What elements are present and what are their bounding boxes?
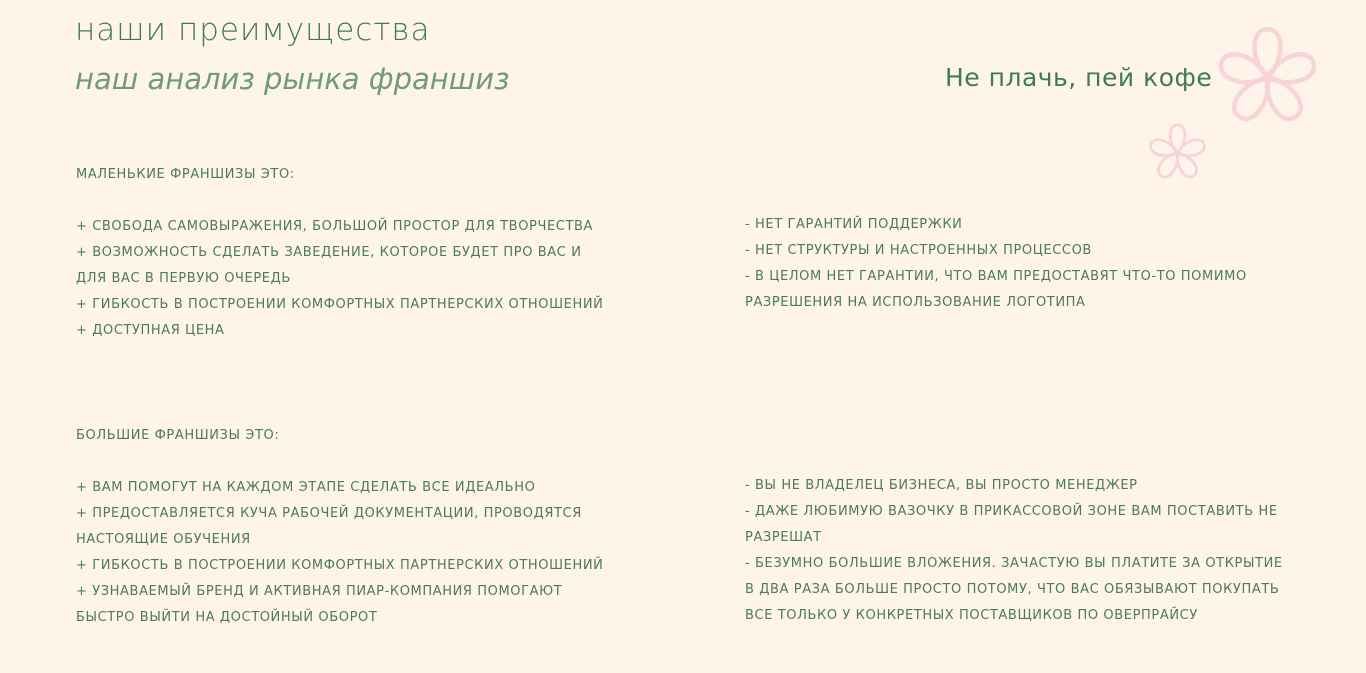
small-franchises-pros: + СВОБОДА САМОВЫРАЖЕНИЯ, БОЛЬШОЙ ПРОСТОР ДЛЯ ТВОРЧЕСТВА + ВОЗМОЖНОСТЬ СДЕЛАТЬ ЗАВЕДЕНИЕ, КОТОРОЕ БУДЕТ ПРО ВАС И ДЛЯ ВАС В ПЕРВУЮ ОЧЕРЕДЬ + ГИБКОСТЬ В ПОСТРОЕНИИ КОМФОРТНЫХ ПАРТНЕРСКИХ ОТНОШЕНИЙ + ДОСТУПНАЯ ЦЕНА [76,219,604,338]
big-franchises-heading: БОЛЬШИЕ ФРАНШИЗЫ ЭТО: [76,428,280,443]
big-franchises-cons: - ВЫ НЕ ВЛАДЕЛЕЦ БИЗНЕСА, ВЫ ПРОСТО МЕНЕДЖЕР - ДАЖЕ ЛЮБИМУЮ ВАЗОЧКУ В ПРИКАССОВОЙ ЗОНЕ ВАМ ПОСТАВИТЬ НЕ РАЗРЕШАТ - БЕЗУМНО БОЛЬШИЕ ВЛОЖЕНИЯ. ЗАЧАСТУЮ ВЫ ПЛАТИТЕ ЗА ОТКРЫТИЕ В ДВА РАЗА БОЛЬШЕ ПРОСТО ПОТОМУ, ЧТО ВАС ОБЯЗЫВАЮТ ПОКУПАТЬ ВСЕ ТОЛЬКО У КОНКРЕТНЫХ ПОСТАВЩИКОВ ПО ОВЕРПРАЙСУ [745,478,1283,623]
small-franchises-cons: - НЕТ ГАРАНТИЙ ПОДДЕРЖКИ - НЕТ СТРУКТУРЫ И НАСТРОЕННЫХ ПРОЦЕССОВ - В ЦЕЛОМ НЕТ ГАРАНТИИ, ЧТО ВАМ ПРЕДОСТАВЯТ ЧТО-ТО ПОМИМО РАЗРЕШЕНИЯ НА ИСПОЛЬЗОВАНИЕ ЛОГОТИПА [745,217,1247,310]
flower-icon [1210,20,1325,135]
big-franchises-pros: + ВАМ ПОМОГУТ НА КАЖДОМ ЭТАПЕ СДЕЛАТЬ ВСЕ ИДЕАЛЬНО + ПРЕДОСТАВЛЯЕТСЯ КУЧА РАБОЧЕЙ ДОКУМЕНТАЦИИ, ПРОВОДЯТСЯ НАСТОЯЩИЕ ОБУЧЕНИЯ + ГИБКОСТЬ В ПОСТРОЕНИИ КОМФОРТНЫХ ПАРТНЕРСКИХ ОТНОШЕНИЙ + УЗНАВАЕМЫЙ БРЕНД И АКТИВНАЯ ПИАР-КОМПАНИЯ ПОМОГАЮТ БЫСТРО ВЫЙТИ НА ДОСТОЙНЫЙ ОБОРОТ [76,480,604,625]
page-subtitle: наш анализ рынка франшиз [75,62,510,96]
flower-icon [1140,118,1215,188]
slogan: Не плачь, пей кофе [945,63,1213,92]
small-franchises-heading: МАЛЕНЬКИЕ ФРАНШИЗЫ ЭТО: [76,167,295,182]
page-title: наши преимущества [75,12,431,48]
